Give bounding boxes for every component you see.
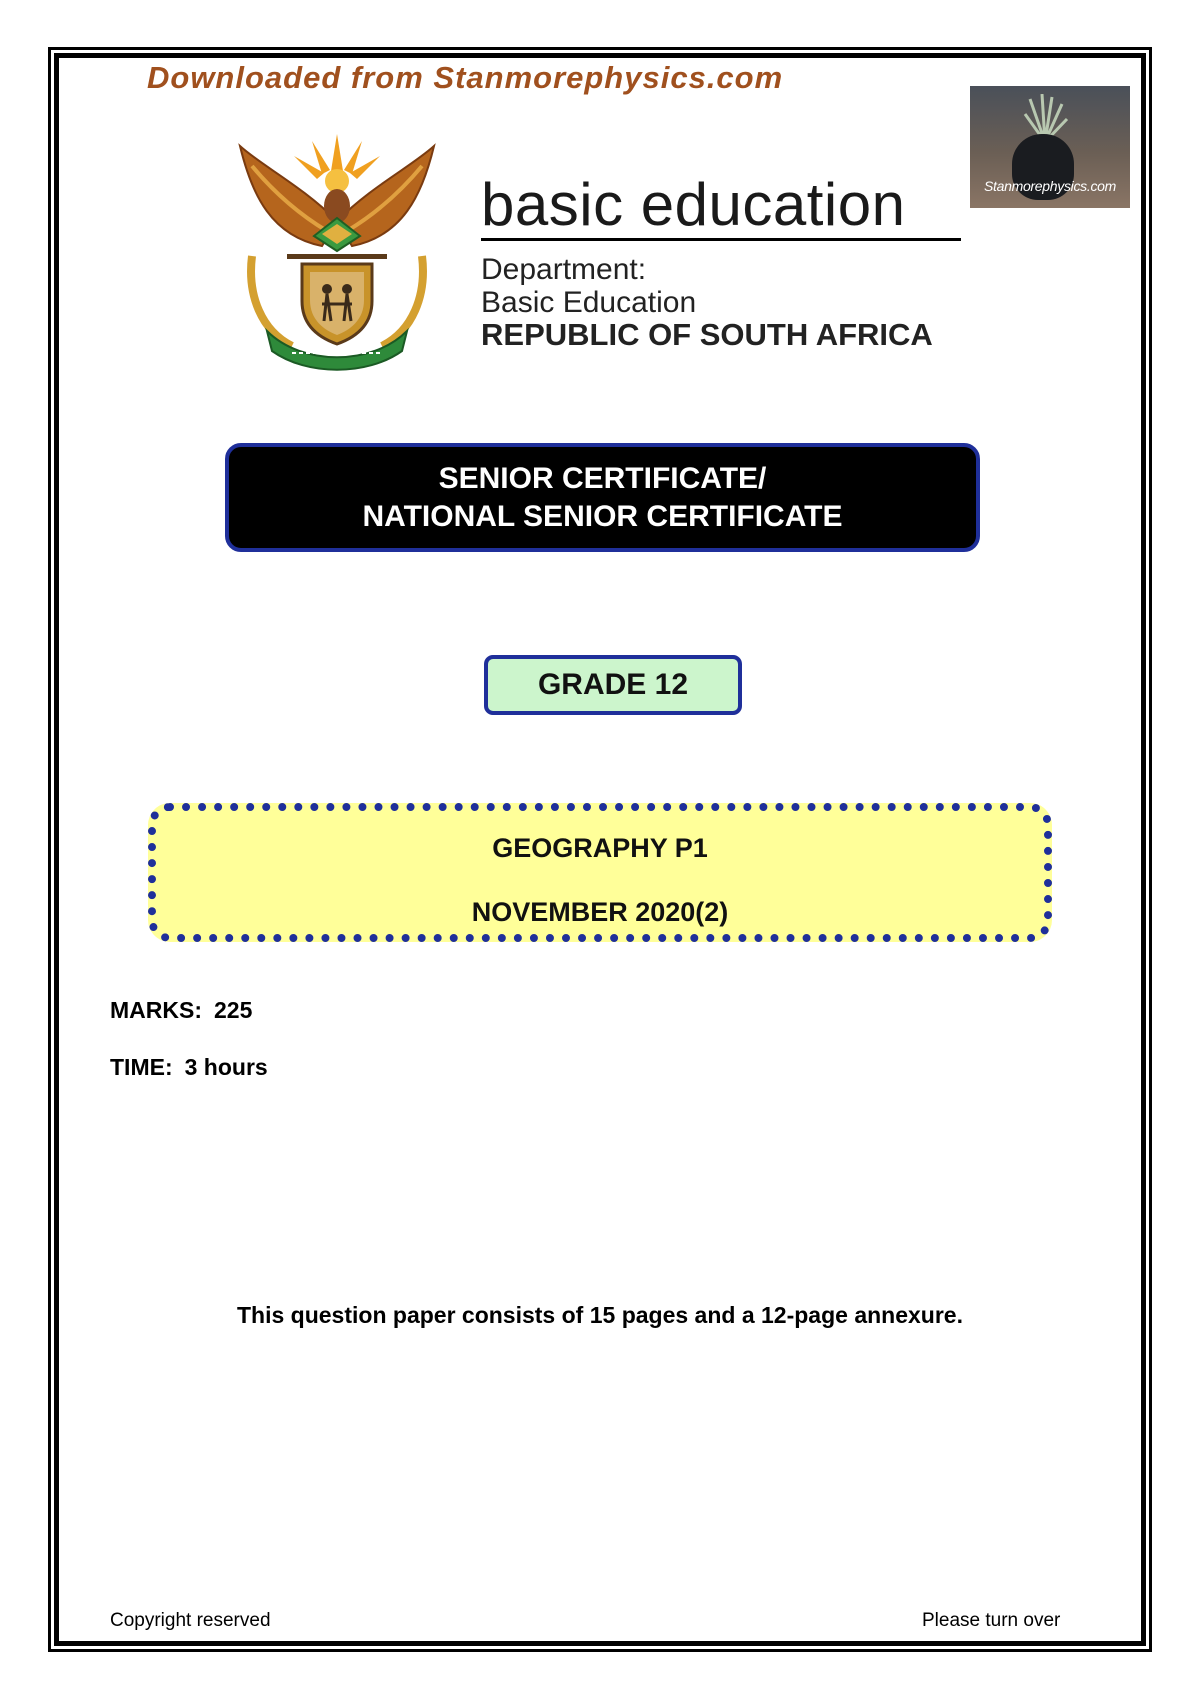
subject-title: GEOGRAPHY P1 <box>492 833 708 863</box>
stanmore-logo-text: Stanmorephysics.com <box>983 178 1117 194</box>
grade-badge: GRADE 12 <box>484 655 742 715</box>
certificate-banner <box>225 443 980 552</box>
time-line <box>110 1054 268 1081</box>
coat-of-arms-icon <box>232 126 442 371</box>
certificate-line-2: NATIONAL SENIOR CERTIFICATE <box>362 499 843 533</box>
footer-copyright: Copyright reserved <box>110 1610 271 1631</box>
downloaded-from-banner[interactable]: Downloaded from Stanmorephysics.com <box>147 60 784 95</box>
footer-turn-over: Please turn over <box>922 1610 1061 1631</box>
country-name: REPUBLIC OF SOUTH AFRICA <box>481 317 933 352</box>
marks-label: MARKS: <box>110 997 202 1023</box>
department-label: Department: <box>481 253 647 286</box>
department-brand: basic education <box>481 171 906 238</box>
subject-panel <box>148 803 1052 942</box>
department-name: Basic Education <box>481 286 697 319</box>
marks-value: 225 <box>214 997 253 1023</box>
exam-session: NOVEMBER 2020(2) <box>471 897 729 927</box>
marks-line <box>110 997 252 1024</box>
page-count-note: This question paper consists of 15 pages and a 12-page annexure. <box>237 1302 963 1328</box>
time-label: TIME: <box>110 1054 173 1080</box>
brand-underline <box>481 238 961 241</box>
certificate-line-1: SENIOR CERTIFICATE/ <box>438 461 767 495</box>
stanmore-logo[interactable] <box>970 86 1130 208</box>
time-value: 3 hours <box>184 1054 268 1080</box>
